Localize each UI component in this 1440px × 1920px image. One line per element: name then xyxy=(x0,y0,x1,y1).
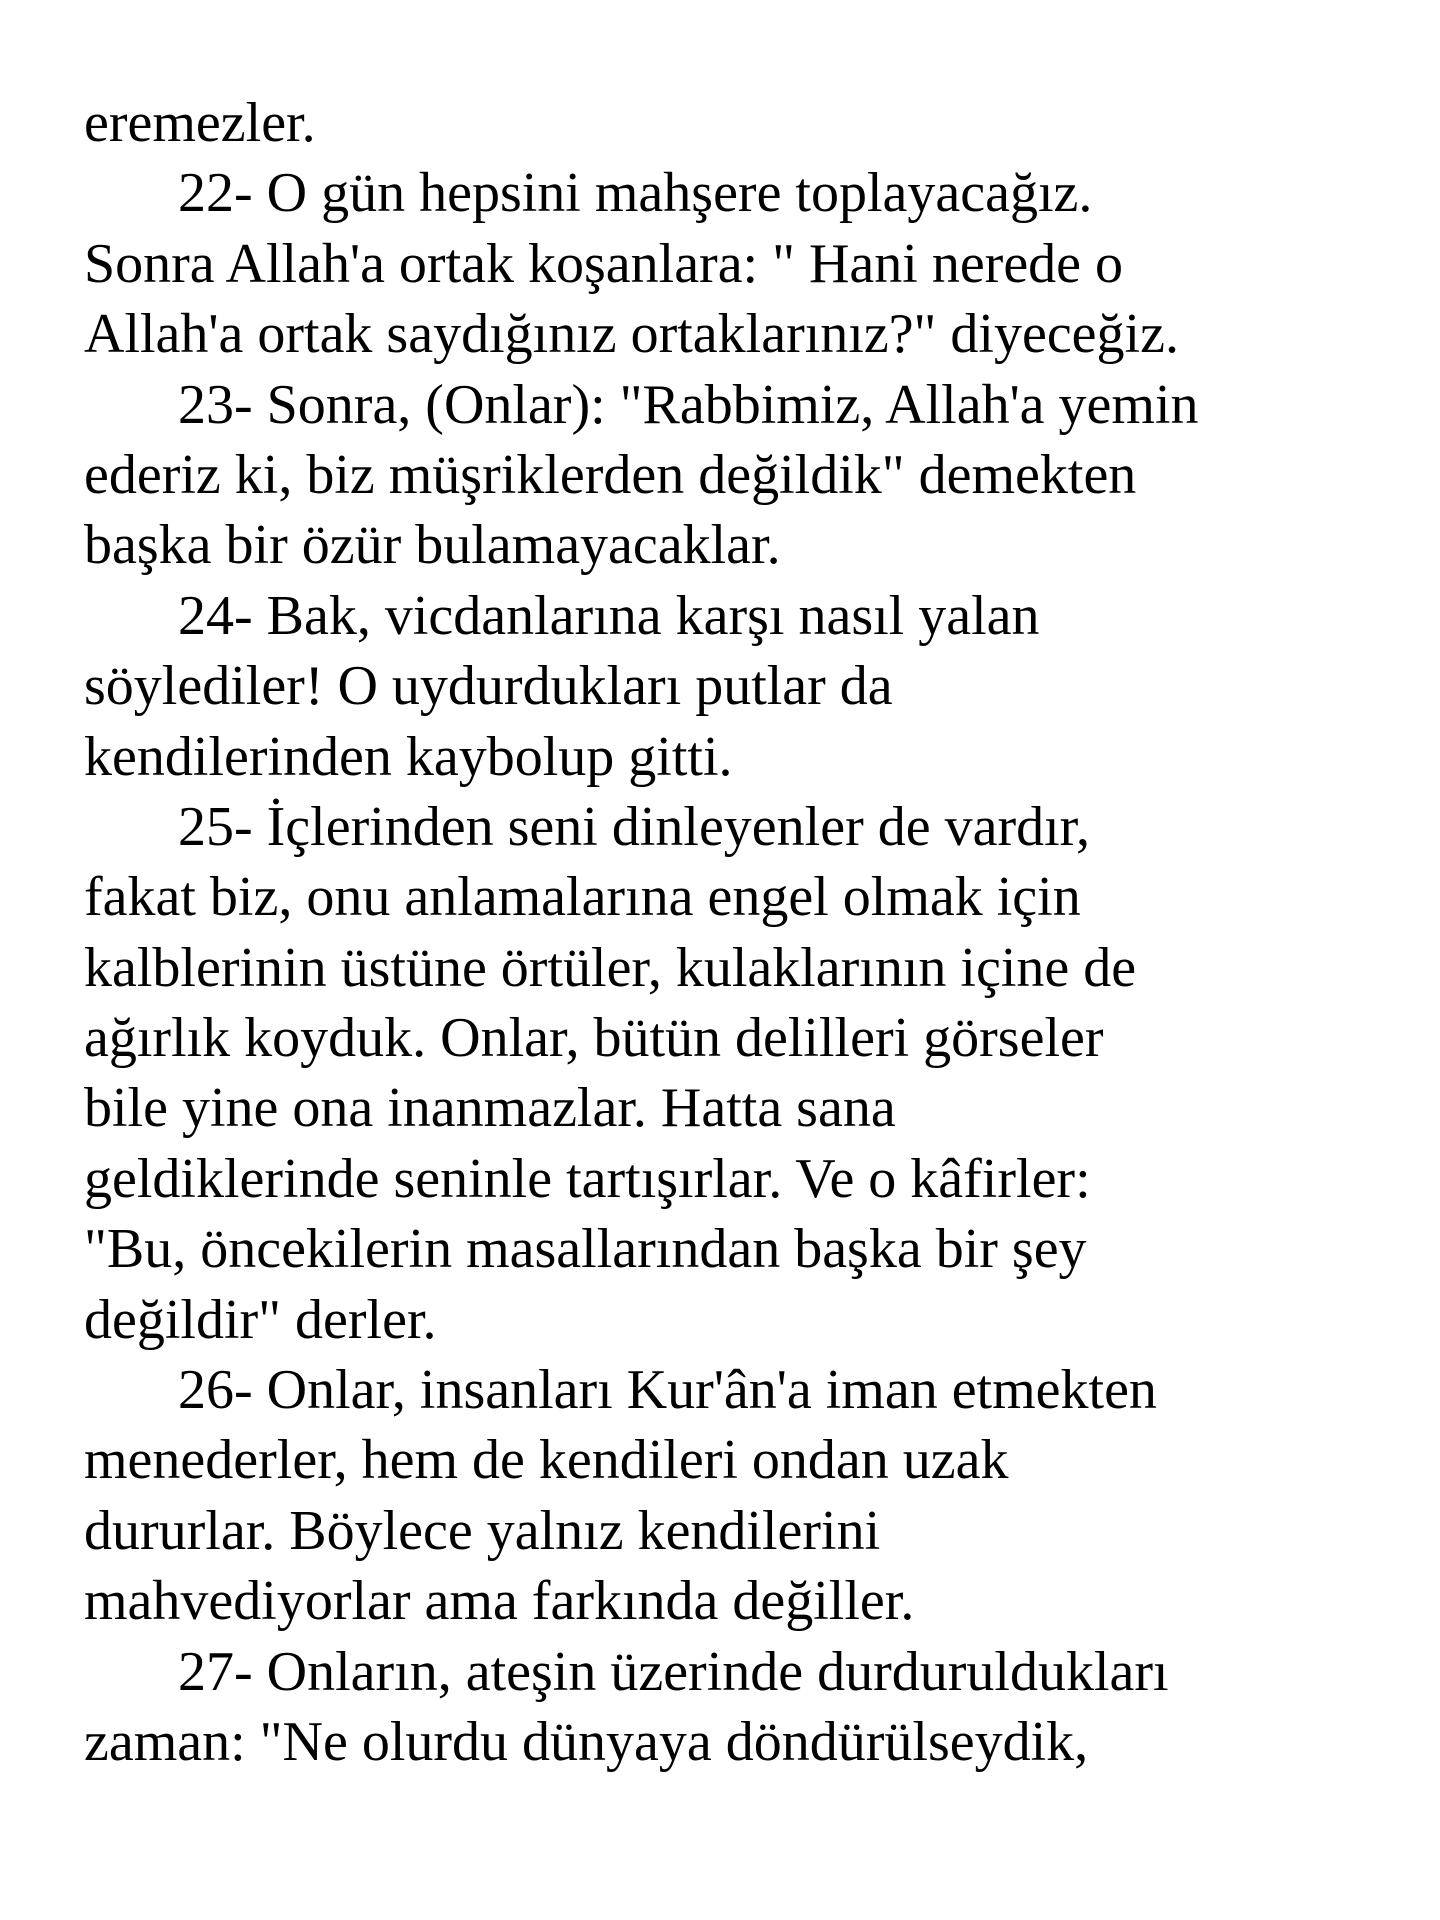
text-line: kendilerinden kaybolup gitti. xyxy=(84,725,733,788)
text-line: kalblerinin üstüne örtüler, kulaklarının içine de xyxy=(84,936,1137,999)
text-line: geldiklerinde seninle tartışırlar. Ve o kâfirler: xyxy=(84,1147,1091,1210)
text-line: dururlar. Böylece yalnız kendilerini xyxy=(84,1499,881,1562)
text-line: mahvediyorlar ama farkında değiller. xyxy=(84,1570,915,1633)
text-line: 27- Onların, ateşin üzerinde durduruldukları xyxy=(178,1640,1169,1703)
text-line: zaman: "Ne olurdu dünyaya döndürülseydik, xyxy=(84,1710,1089,1773)
text-line: Allah'a ortak saydığınız ortaklarınız?" diyeceğiz. xyxy=(84,303,1179,366)
text-line: eremezler. xyxy=(84,92,316,154)
text-line: söylediler! O uydurdukları putlar da xyxy=(84,655,893,718)
text-line: ağırlık koyduk. Onlar, bütün delilleri görseler xyxy=(84,1007,1104,1070)
text-line: "Bu, öncekilerin masallarından başka bir şey xyxy=(84,1218,1087,1281)
text-line: değildir" derler. xyxy=(84,1288,437,1351)
text-line: ederiz ki, biz müşriklerden değildik" demekten xyxy=(84,443,1137,506)
text-line: 26- Onlar, insanları Kur'ân'a iman etmekten xyxy=(178,1359,1157,1422)
text-line: 24- Bak, vicdanlarına karşı nasıl yalan xyxy=(178,584,1040,647)
text-line: bile yine ona inanmazlar. Hatta sana xyxy=(84,1077,896,1140)
text-line: Sonra Allah'a ortak koşanlara: " Hani nerede o xyxy=(84,232,1124,295)
text-line: 22- O gün hepsini mahşere toplayacağız. xyxy=(178,162,1093,225)
body-text xyxy=(84,88,1424,1777)
text-line: başka bir özür bulamayacaklar. xyxy=(84,514,781,577)
text-line: fakat biz, onu anlamalarına engel olmak için xyxy=(84,866,1081,929)
text-line: 25- İçlerinden seni dinleyenler de vardır, xyxy=(178,795,1091,858)
text-line: menederler, hem de kendileri ondan uzak xyxy=(84,1429,1009,1492)
text-line: 23- Sonra, (Onlar): "Rabbimiz, Allah'a yemin xyxy=(178,373,1199,436)
